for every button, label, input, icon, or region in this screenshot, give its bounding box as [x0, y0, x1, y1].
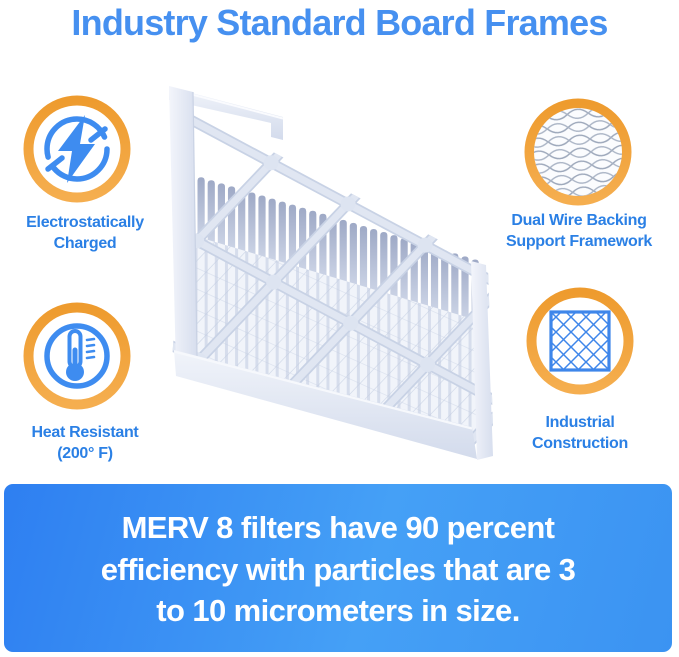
banner-line: efficiency with particles that are 3	[100, 551, 576, 587]
banner-line: to 10 micrometers in size.	[156, 593, 520, 628]
thermometer-icon	[23, 302, 131, 410]
feature-label-line: Electrostatically	[26, 214, 144, 231]
feature-label-line: Industrial	[545, 414, 615, 431]
banner-text	[4, 484, 672, 632]
feature-label-line: Support Framework	[505, 233, 653, 250]
feature-label	[494, 210, 664, 252]
feature-label-line: Charged	[53, 235, 117, 252]
feature-label-line: Construction	[532, 435, 628, 452]
feature-label-line: (200° F)	[57, 445, 113, 462]
feature-label-line: Heat Resistant	[31, 424, 139, 441]
wire-mesh-icon	[524, 98, 632, 206]
banner-line: MERV 8 filters have 90 percent	[121, 510, 555, 545]
feature-label	[500, 412, 660, 454]
page-title: Industry Standard Board Frames	[71, 2, 608, 43]
feature-label	[5, 212, 165, 254]
air-filter-illustration	[150, 60, 510, 480]
diamond-lattice-icon	[526, 287, 634, 395]
frame-left-post	[169, 86, 197, 369]
feature-label-line: Dual Wire Backing	[511, 212, 647, 229]
pleated-air-filter	[150, 60, 510, 480]
info-banner	[4, 484, 672, 652]
lightning-icon	[23, 95, 131, 203]
feature-label	[5, 422, 165, 464]
